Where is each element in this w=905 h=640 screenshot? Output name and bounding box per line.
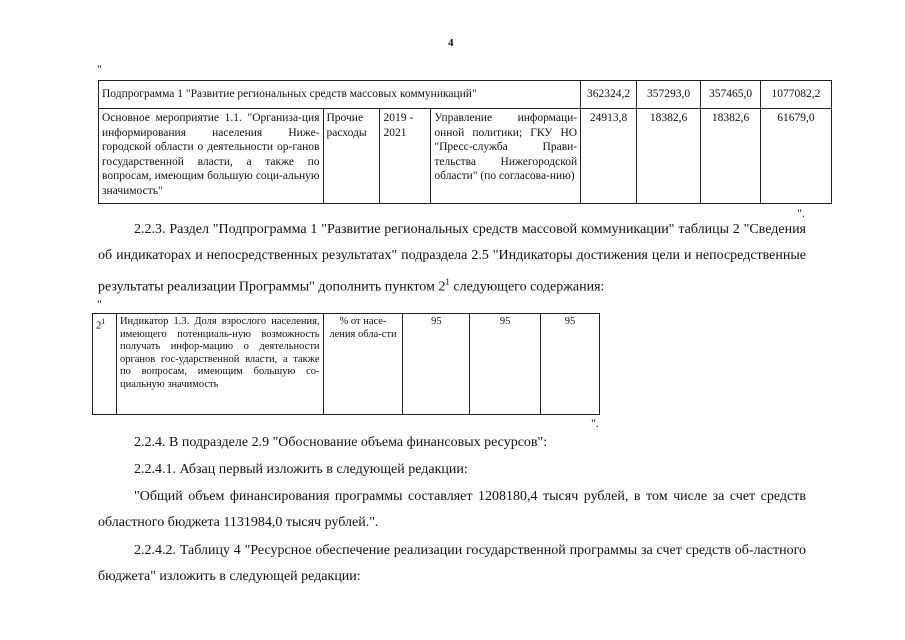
open-quote-1: " xyxy=(97,62,102,76)
page-number: 4 xyxy=(448,37,454,49)
indicator-name: Индикатор 1.3. Доля взрослого населения, имеющего потенциаль-ную возможность получать инфор-мацию о деятельности органов гос-ударственной власти, а также по вопросам, имеющим большую со-циальную значимость xyxy=(116,314,323,415)
indicator-number: $2^1$ xyxy=(93,314,117,415)
activity-2021: 18382,6 xyxy=(701,109,761,204)
activity-row xyxy=(99,109,832,204)
activity-executor: Управление информаци-онной политики; ГКУ НО "Пресс-служба Прави-тельства Нижегородской области" (по согласова-нию) xyxy=(431,109,581,204)
close-quote-1: ". xyxy=(797,206,805,220)
indicator-2019: 95 xyxy=(403,314,470,415)
open-quote-2: " xyxy=(97,297,102,311)
indicator-table xyxy=(92,313,600,415)
close-quote-2: ". xyxy=(591,416,599,430)
subprogram-total: 1077082,2 xyxy=(760,81,831,109)
paragraph-2-2-3: 2.2.3. Раздел "Подпрограмма 1 "Развитие региональных средств массовой коммуникации" таблицы 2 "Сведения об индикаторах и непосредственных результатах" подраздела 2.5 "Индикаторы достижения цели и непосредственные результаты реализации Программы" дополнить пунктом $2^1$ следующего содержания: xyxy=(98,222,806,295)
subprogram-2020: 357293,0 xyxy=(637,81,701,109)
subprogram-2021: 357465,0 xyxy=(701,81,761,109)
paragraph-2-2-4-1: 2.2.4.1. Абзац первый изложить в следующей редакции: xyxy=(134,462,468,477)
budget-table xyxy=(98,80,832,204)
indicator-row xyxy=(93,314,600,415)
paragraph-2-2-4: 2.2.4. В подразделе 2.9 "Обоснование объема финансовых ресурсов": xyxy=(134,435,548,450)
superscript: 1 xyxy=(445,277,450,287)
activity-total: 61679,0 xyxy=(760,109,831,204)
activity-years: 2019 - 2021 xyxy=(380,109,431,204)
subprogram-2019: 362324,2 xyxy=(581,81,637,109)
indicator-2020: 95 xyxy=(470,314,541,415)
subprogram-row xyxy=(99,81,832,109)
indicator-unit: % от насе-ления обла-сти xyxy=(323,314,403,415)
paragraph-2-2-4-2: 2.2.4.2. Таблицу 4 "Ресурсное обеспечение реализации государственной программы за счет средств об-ластного бюджета" изложить в следующей редакции: xyxy=(98,543,806,584)
activity-name: Основное мероприятие 1.1. "Организа-ция информирования населения Ниже-городской области о деятельности ор-ганов государственной власти, а также по вопросам, имеющим большую соци-альную значимость" xyxy=(99,109,324,204)
indicator-2021: 95 xyxy=(541,314,600,415)
paragraph-quote: "Общий объем финансирования программы составляет 1208180,4 тысяч рублей, в том числе за счет средств областного бюджета 1131984,0 тысяч рублей.". xyxy=(98,489,806,530)
activity-2019: 24913,8 xyxy=(581,109,637,204)
subprogram-name: Подпрограмма 1 "Развитие региональных средств массовых коммуникаций" xyxy=(99,81,581,109)
activity-2020: 18382,6 xyxy=(637,109,701,204)
activity-type: Прочие расходы xyxy=(323,109,380,204)
